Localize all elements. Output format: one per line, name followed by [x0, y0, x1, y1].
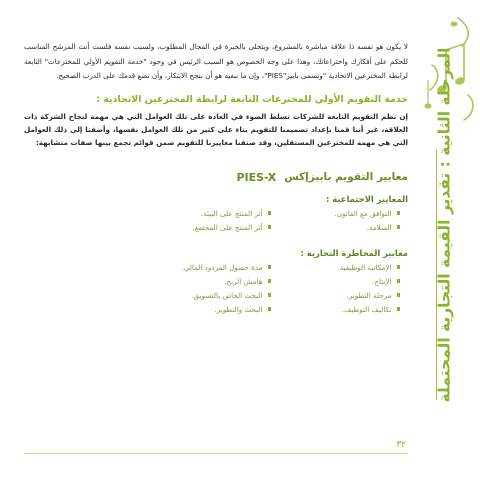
commercial-criteria-list	[170, 263, 400, 314]
list-item: تكاليف التوظيف.	[299, 305, 400, 314]
bullet-square-icon	[268, 307, 272, 311]
bullet-square-icon	[268, 211, 272, 215]
page-number: ٣٢	[396, 440, 406, 450]
bullet-square-icon	[397, 307, 401, 311]
list-item: أثر المنتج على المجتمع.	[170, 223, 271, 232]
pies-heading-latin: PIES-X	[236, 170, 277, 184]
list-item: التوافق مع القانون.	[299, 209, 400, 218]
list-item: مرحلة التطوير.	[299, 291, 400, 300]
social-criteria-heading: المعايير الاجتماعية :	[326, 193, 408, 204]
bullet-square-icon	[268, 279, 272, 283]
social-criteria-list	[170, 209, 400, 232]
bullet-square-icon	[397, 211, 401, 215]
bullet-square-icon	[397, 279, 401, 283]
list-item: البحث والتطوير.	[170, 305, 271, 314]
intro-paragraph: لا يكون هو نفسه ذا علاقة مباشرة بالمشروع، ويتحلى بالخبرة في المجال المطلوب، ولسبب نفسه فلست أنت المرشح المناسب للحكم على أفكارك واختراعاتك، وهذا على وجه الخصوص هو السبب الرئيس في وجود "خدمة التقويم الأولي للمخترعات" التابعة لرابطة المخترعين الاتحادية "وتسمى بابيز"PIES"، وإن ما نبغيه هو أن ننجح الابتكار، وأن نضع قدمك على الدرب الصحيح.	[24, 42, 408, 80]
pies-heading	[24, 171, 408, 184]
bullet-square-icon	[397, 293, 401, 297]
section-body: إن نظم التقويم التابعة للشركات تسلط الضوء في العادة على تلك العوامل التي هي مهمة لنجاح الشركة ذات العلاقة، غير أننا قمنا بإعداد تصميمنا للتقويم بناء على كثير من تلك العوامل نفسها، وأضفنا إلى ذلك العوامل التي هي مهمة للمخترعين المستقلين، وقد صنفنا معاييرنا للتقويم ضمن قوائم تجمع بينها صفات متشابهة:	[24, 111, 408, 147]
bullet-square-icon	[268, 293, 272, 297]
footer-rule	[24, 453, 408, 454]
list-item: السلامة.	[299, 223, 400, 232]
main-content	[24, 40, 408, 314]
bullet-square-icon	[268, 225, 272, 229]
section-heading: خدمة التقويم الأولي للمخترعات التابعة لرابطة المخترعين الاتحادية :	[96, 93, 408, 105]
list-item: الإنتاج.	[299, 277, 400, 286]
list-item: الإمكانية الوظيفية.	[299, 263, 400, 272]
list-item: أثر المنتج على البيئة.	[170, 209, 271, 218]
pies-heading-arabic: معايير التقويم بابيزإكس	[284, 171, 408, 183]
list-item: مدة حصول المردود المالي.	[170, 263, 271, 272]
bullet-square-icon	[397, 225, 401, 229]
list-item: البحث الخاص بالتسويق.	[170, 291, 271, 300]
list-item: هامش الربح.	[170, 277, 271, 286]
side-title-bar	[428, 47, 462, 403]
bullet-square-icon	[397, 265, 401, 269]
chapter-title: المرحلة الثانية : تقدير القيمة التجارية المحتملة	[435, 47, 454, 403]
bullet-square-icon	[268, 265, 272, 269]
commercial-criteria-heading: معايير المخاطرة التجارية :	[300, 247, 408, 258]
